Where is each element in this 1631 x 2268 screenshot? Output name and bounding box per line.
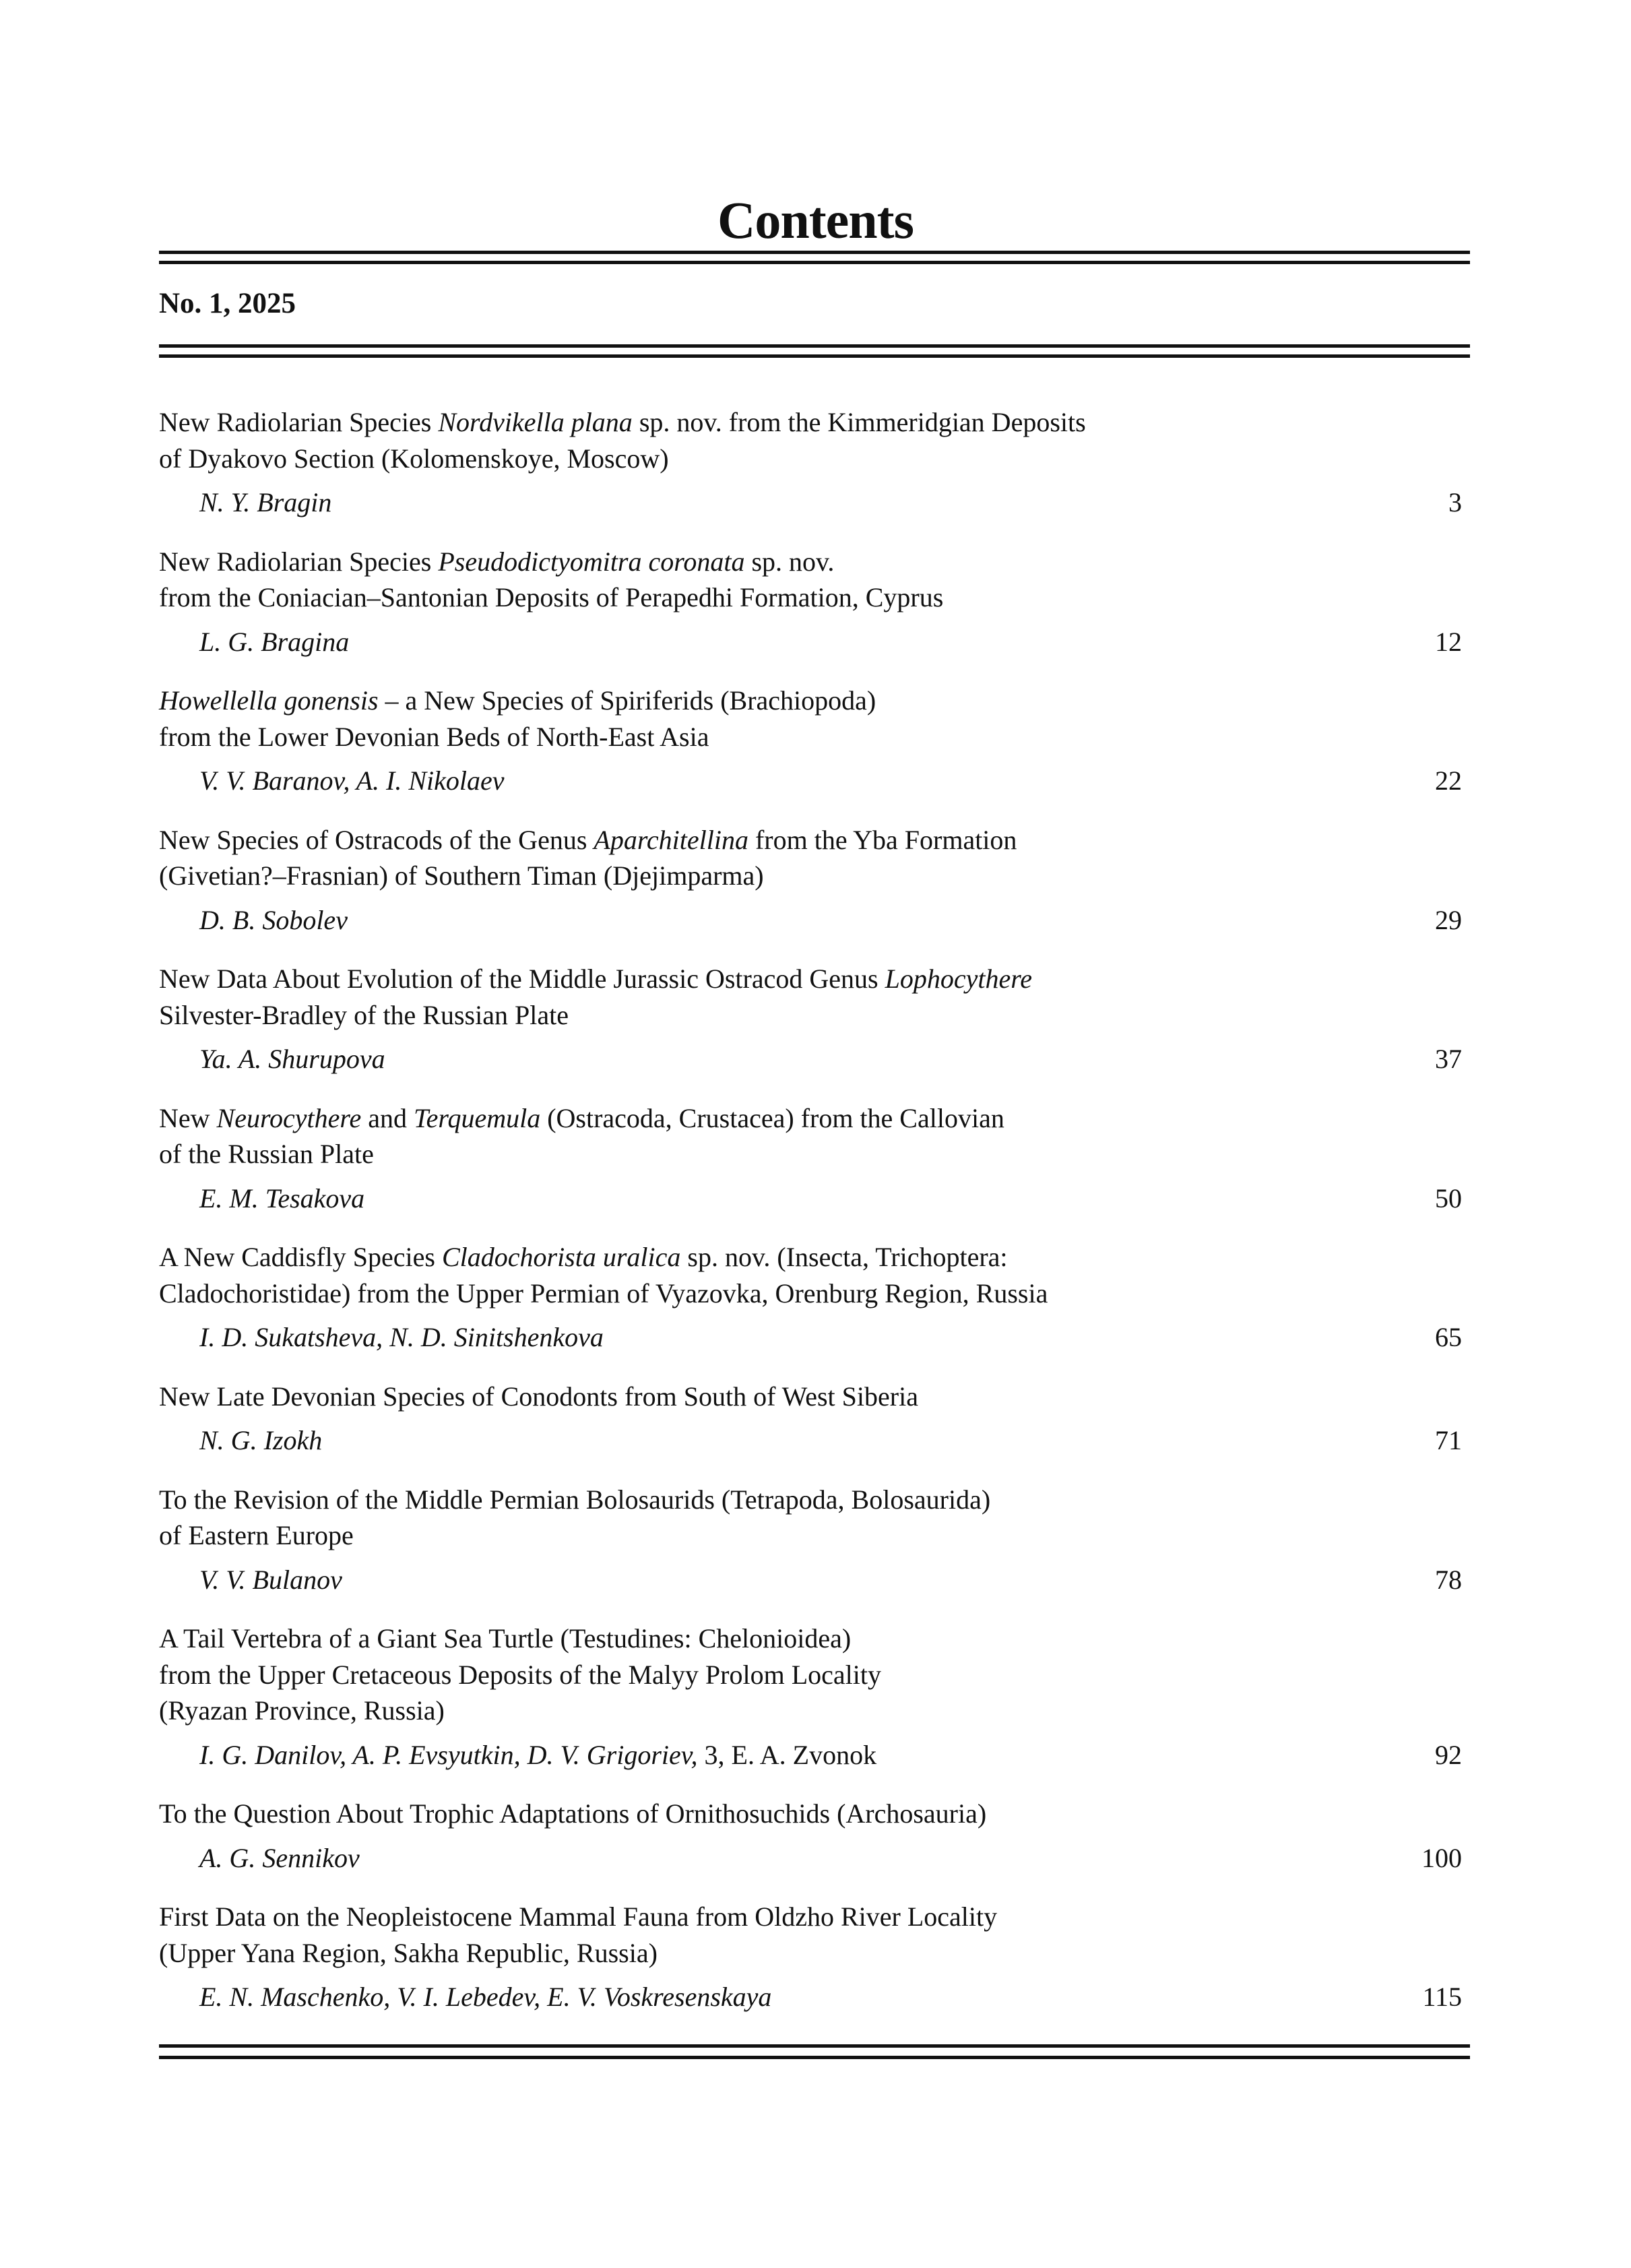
article-title-line <box>159 1136 1470 1172</box>
italic-text: V. V. Bulanov <box>199 1564 342 1595</box>
divider <box>159 261 1470 264</box>
text: New Radiolarian Species <box>159 407 439 437</box>
page-number: 37 <box>1435 1044 1462 1074</box>
italic-text: A. G. Sennikov <box>199 1842 360 1873</box>
article-title-line <box>159 1657 1470 1693</box>
text: First Data on the Neopleistocene Mammal Fauna from Oldzho River Locality <box>159 1901 998 1932</box>
article-authors <box>159 1422 1470 1459</box>
article-title-line <box>159 961 1470 997</box>
article-authors <box>159 1562 1470 1598</box>
text: Cladochoristidae) from the Upper Permian of Vyazovka, Orenburg Region, Russia <box>159 1278 1048 1309</box>
text: from the Lower Devonian Beds of North-East Asia <box>159 721 709 752</box>
article-title-line <box>159 579 1470 616</box>
article-authors <box>159 1840 1470 1877</box>
article-title-line <box>159 683 1470 719</box>
text: from the Yba Formation <box>748 824 1017 855</box>
text: New Data About Evolution of the Middle Jurassic Ostracod Genus <box>159 964 885 994</box>
article-title-line <box>159 719 1470 755</box>
contents-entry[interactable] <box>159 1239 1470 1356</box>
article-title-line <box>159 1935 1470 1972</box>
italic-text: V. V. Baranov, A. I. Nikolaev <box>199 765 505 796</box>
article-authors <box>159 1180 1470 1217</box>
article-title-line <box>159 997 1470 1034</box>
article-title-line <box>159 441 1470 477</box>
article-authors <box>159 1041 1470 1077</box>
italic-text: I. G. Danilov, A. P. Evsyutkin, D. V. Grigoriev, <box>199 1739 698 1770</box>
contents-entry[interactable] <box>159 1899 1470 2015</box>
issue-label: No. 1, 2025 <box>159 288 296 319</box>
text: To the Revision of the Middle Permian Bolosaurids (Tetrapoda, Bolosaurida) <box>159 1484 991 1515</box>
text: of Dyakovo Section (Kolomenskoye, Moscow) <box>159 443 669 474</box>
text: of Eastern Europe <box>159 1520 354 1550</box>
article-authors <box>159 1319 1470 1356</box>
italic-text: Terquemula <box>414 1102 541 1133</box>
divider <box>159 2056 1470 2059</box>
page-number: 29 <box>1435 904 1462 935</box>
article-title-line <box>159 1379 1470 1415</box>
text: sp. nov. from the Kimmeridgian Deposits <box>632 407 1086 437</box>
article-authors <box>159 624 1470 660</box>
italic-text: N. G. Izokh <box>199 1425 323 1455</box>
text: (Givetian?–Frasnian) of Southern Timan (Djejimparma) <box>159 860 764 891</box>
article-authors <box>159 484 1470 521</box>
italic-text: I. D. Sukatsheva, N. D. Sinitshenkova <box>199 1322 604 1352</box>
page-number: 78 <box>1435 1564 1462 1595</box>
divider <box>159 251 1470 254</box>
italic-text: Howellella gonensis <box>159 685 379 716</box>
text: (Upper Yana Region, Sakha Republic, Russia) <box>159 1937 658 1968</box>
contents-entry[interactable] <box>159 1100 1470 1217</box>
contents-entry[interactable] <box>159 1796 1470 1876</box>
text: (Ostracoda, Crustacea) from the Callovian <box>540 1102 1004 1133</box>
italic-text: Nordvikella plana <box>438 407 633 437</box>
italic-text: E. M. Tesakova <box>199 1183 365 1214</box>
text: To the Question About Trophic Adaptations of Ornithosuchids (Archosauria) <box>159 1798 987 1829</box>
contents-entry[interactable] <box>159 404 1470 521</box>
text: of the Russian Plate <box>159 1139 374 1169</box>
contents-entry[interactable] <box>159 1482 1470 1598</box>
divider <box>159 344 1470 348</box>
italic-text: N. Y. Bragin <box>199 487 332 517</box>
text: – a New Species of Spiriferids (Brachiopoda) <box>378 685 876 716</box>
text: sp. nov. <box>744 546 835 577</box>
article-authors <box>159 1737 1470 1773</box>
page-number: 100 <box>1421 1842 1462 1873</box>
italic-text: Neurocythere <box>216 1102 362 1133</box>
italic-text: D. B. Sobolev <box>199 904 348 935</box>
italic-text: Lophocythere <box>885 964 1033 994</box>
text: from the Coniacian–Santonian Deposits of Perapedhi Formation, Cyprus <box>159 582 944 612</box>
text: New Radiolarian Species <box>159 546 439 577</box>
page-number: 65 <box>1435 1322 1462 1352</box>
article-title-line <box>159 1100 1470 1137</box>
text: and <box>361 1102 414 1133</box>
italic-text: Cladochorista uralica <box>441 1242 681 1272</box>
article-title-line <box>159 1796 1470 1832</box>
article-title-line <box>159 1275 1470 1312</box>
page-number: 3 <box>1448 487 1462 517</box>
article-title-line <box>159 544 1470 580</box>
article-title-line <box>159 404 1470 441</box>
article-title-line <box>159 822 1470 858</box>
text: 3, E. A. Zvonok <box>697 1739 877 1770</box>
text: (Ryazan Province, Russia) <box>159 1695 445 1726</box>
page-number: 12 <box>1435 626 1462 657</box>
contents-entry[interactable] <box>159 1379 1470 1459</box>
page-number: 22 <box>1435 765 1462 796</box>
text: from the Upper Cretaceous Deposits of the Malyy Prolom Locality <box>159 1659 881 1690</box>
article-title-line <box>159 1693 1470 1729</box>
page-number: 50 <box>1435 1183 1462 1214</box>
contents-list <box>159 404 1470 2038</box>
article-title-line <box>159 1482 1470 1518</box>
italic-text: E. N. Maschenko, V. I. Lebedev, E. V. Voskresenskaya <box>199 1982 772 2012</box>
article-title-line <box>159 1899 1470 1935</box>
text: New Late Devonian Species of Conodonts from South of West Siberia <box>159 1381 918 1412</box>
page-number: 92 <box>1435 1739 1462 1770</box>
article-title-line <box>159 1239 1470 1275</box>
divider <box>159 354 1470 358</box>
article-title-line <box>159 1620 1470 1657</box>
text: New Species of Ostracods of the Genus <box>159 824 594 855</box>
divider <box>159 2044 1470 2048</box>
article-authors <box>159 763 1470 799</box>
text: sp. nov. (Insecta, Trichoptera: <box>680 1242 1008 1272</box>
italic-text: Pseudodictyomitra coronata <box>438 546 745 577</box>
article-authors <box>159 902 1470 939</box>
contents-entry[interactable] <box>159 1620 1470 1773</box>
italic-text: Ya. A. Shurupova <box>199 1044 385 1074</box>
italic-text: Aparchitellina <box>594 824 748 855</box>
article-authors <box>159 1979 1470 2015</box>
contents-entry[interactable] <box>159 822 1470 939</box>
page-title: Contents <box>717 191 914 249</box>
text: New <box>159 1102 217 1133</box>
page-number: 115 <box>1422 1982 1462 2012</box>
text: Silvester-Bradley of the Russian Plate <box>159 999 569 1030</box>
article-title-line <box>159 1517 1470 1554</box>
page-number: 71 <box>1435 1425 1462 1455</box>
contents-entry[interactable] <box>159 544 1470 660</box>
contents-entry[interactable] <box>159 683 1470 799</box>
contents-entry[interactable] <box>159 961 1470 1077</box>
text: A Tail Vertebra of a Giant Sea Turtle (Testudines: Chelonioidea) <box>159 1623 852 1653</box>
text: A New Caddisfly Species <box>159 1242 442 1272</box>
italic-text: L. G. Bragina <box>199 626 350 657</box>
article-title-line <box>159 858 1470 894</box>
